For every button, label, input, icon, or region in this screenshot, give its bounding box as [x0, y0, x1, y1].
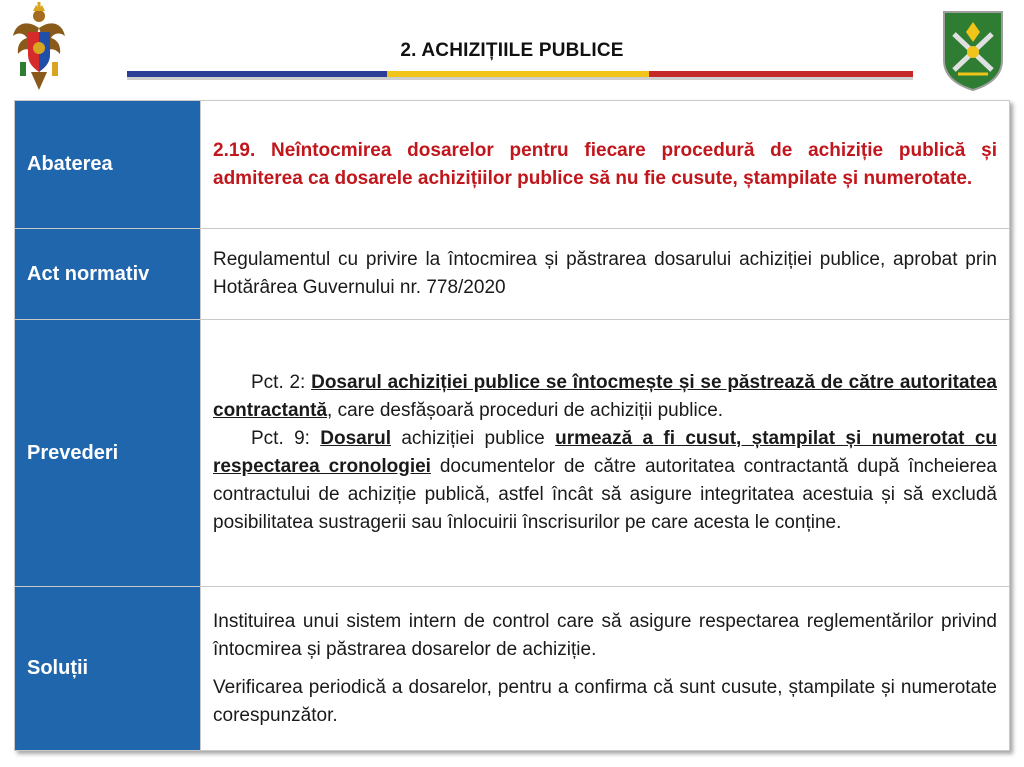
stripe-shadow [127, 77, 913, 80]
deviation-text: 2.19. Neîntocmirea dosarelor pentru fiecare procedură de achiziție publică și admiterea ca dosarele achizițiilor publice să nu fie cusute, ștampilate și numerotate. [213, 139, 997, 189]
institution-shield-icon [940, 8, 1006, 92]
provision-paragraph-1 [213, 369, 997, 425]
provision-underlined: urmează a fi cusut, ștampilat și numerotat cu respectarea cronologiei [213, 428, 997, 477]
provision-paragraph-2 [213, 425, 997, 537]
row-content [201, 587, 1010, 751]
provision-prefix: Pct. 9: [251, 428, 321, 449]
row-label: Abaterea [15, 101, 201, 229]
provision-rest: documentelor de către autoritatea contractantă după încheierea contractului de achiziție publică, astfel încât să asigure integritatea acestuia și să excludă posibilitatea sustragerii sau înlocuirii înscrisurilor pe care acesta le conține. [213, 456, 997, 533]
row-label: Act normativ [15, 229, 201, 320]
row-content [201, 229, 1010, 320]
solution-paragraph-1: Instituirea unui sistem intern de control care să asigure respectarea reglementărilor privind întocmirea și păstrarea dosarelor de achiziție. [213, 610, 997, 660]
slide-title: 2. ACHIZIȚIILE PUBLICE [400, 40, 624, 61]
provision-mid: achiziției publice [391, 428, 556, 449]
table-row-prevederi [15, 320, 1010, 587]
row-label: Soluții [15, 587, 201, 751]
table-row-act-normativ [15, 229, 1010, 320]
irregularity-table [14, 100, 1010, 751]
tricolor-divider [127, 71, 913, 81]
row-label: Prevederi [15, 320, 201, 587]
table-row-solutii [15, 587, 1010, 751]
normative-act-text: Regulamentul cu privire la întocmirea și păstrarea dosarului achiziției publice, aprobat prin Hotărârea Guvernului nr. 778/2020 [213, 249, 997, 298]
provision-prefix: Pct. 2: [251, 372, 312, 393]
solution-paragraph-2: Verificarea periodică a dosarelor, pentru a confirma că sunt cusute, ștampilate și numerotate corespunzător. [213, 676, 997, 726]
provision-underlined: Dosarul achiziției publice se întocmește și se păstrează de către autoritatea contractantă [213, 372, 997, 421]
row-content [201, 320, 1010, 587]
row-content [201, 101, 1010, 229]
table-row-abaterea [15, 101, 1010, 229]
provision-rest: , care desfășoară proceduri de achiziții publice. [327, 400, 724, 421]
provision-underlined: Dosarul [320, 428, 391, 449]
